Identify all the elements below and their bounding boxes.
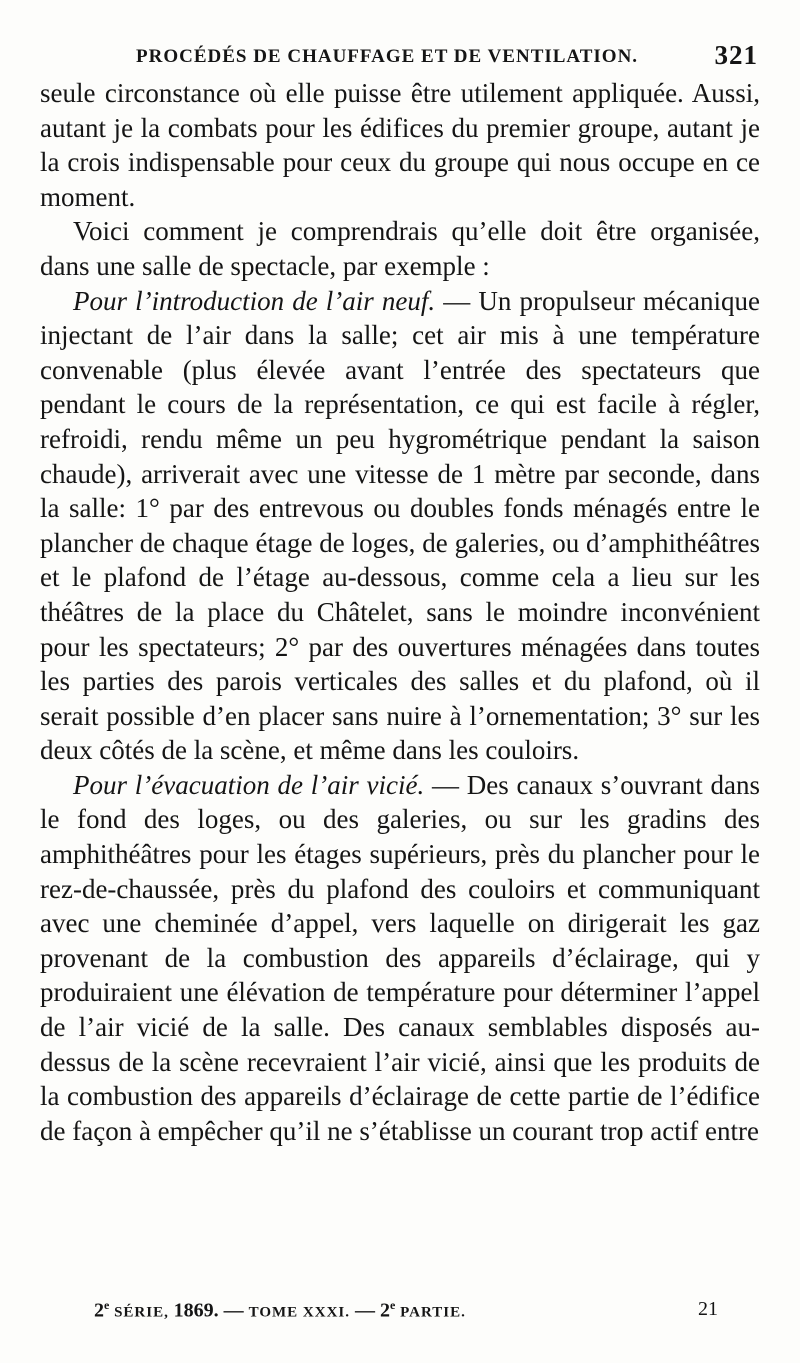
paragraph-4 <box>40 768 760 1149</box>
series-label: SÉRIE, <box>109 1304 174 1321</box>
paragraph-2: Voici comment je comprendrais qu’elle doit être organisée, dans une salle de spectacle, par exemple : <box>40 216 760 281</box>
signature-mark: 21 <box>698 1298 718 1320</box>
paragraph-3-text: — Un propulseur mécanique injectant de l’air dans la salle; cet air mis à une température convenable (plus élevée avant l’entrée des spectateurs que pendant le cours de la représentation, ce qui est facile à régler, refroidi, rendu même un peu hygrométrique pendant la saison chaude), arriverait avec une vitesse de 1 mètre par seconde, dans la salle: 1° par des entrevous ou doubles fonds ménagés entre le plancher de chaque étage de loges, de galeries, ou d’amphithéâtres et le plafond de l’étage au-dessous, comme cela a lieu sur les théâtres de la place du Châtelet, sans le moindre inconvénient pour les spectateurs; 2° par des ouvertures ménagées dans toutes les parties des parois verticales des salles et du plafond, où il serait possible d’en placer sans nuire à l’ornementation; 3° sur les deux côtés de la scène, et même dans les couloirs. <box>40 285 760 766</box>
series-number: 2 <box>94 1299 104 1322</box>
paragraph-3 <box>40 284 760 768</box>
part-superscript: e <box>390 1298 396 1312</box>
paragraph-4-heading: Pour l’évacuation de l’air vicié. <box>73 769 425 800</box>
book-page <box>40 36 760 1148</box>
footer-imprint <box>94 1298 466 1323</box>
page-footer <box>40 1298 760 1328</box>
running-head-title: PROCÉDÉS DE CHAUFFAGE ET DE VENTILATION. <box>136 46 639 67</box>
paragraph-4-text: — Des canaux s’ouvrant dans le fond des loges, ou des galeries, ou sur les gradins des amphithéâtres pour les étages supérieurs, près du plancher pour le rez-de-chaussée, près du plafond des couloirs et communiquant avec une cheminée d’appel, vers laquelle on dirigerait les gaz provenant de la combustion des appareils d’éclairage, qui y produiraient une élévation de température pour déterminer l’appel de l’air vicié de la salle. Des canaux semblables disposés au-dessus de la scène recevraient l’air vicié, ainsi que les produits de la combustion des appareils d’éclairage de cette partie de l’édifice de façon à empêcher qu’il ne s’établisse un courant trop actif entre <box>40 769 760 1146</box>
year: 1869. — <box>173 1299 249 1322</box>
paragraph-1: seule circonstance où elle puisse être utilement appliquée. Aussi, autant je la combats pour les édifices du premier groupe, autant je la crois indispensable pour ceux du groupe qui nous occupe en ce moment. <box>40 78 760 212</box>
body-text <box>40 76 760 1148</box>
part-number: 2 <box>380 1299 391 1322</box>
page-number: 321 <box>714 40 758 70</box>
series-superscript: e <box>104 1298 110 1312</box>
tome-label: TOME XXXI. <box>248 1304 351 1321</box>
running-head <box>40 36 760 76</box>
footer-separator: — <box>350 1299 381 1322</box>
paragraph-3-heading: Pour l’introduction de l’air neuf. <box>73 285 436 316</box>
part-label: PARTIE. <box>395 1304 466 1321</box>
